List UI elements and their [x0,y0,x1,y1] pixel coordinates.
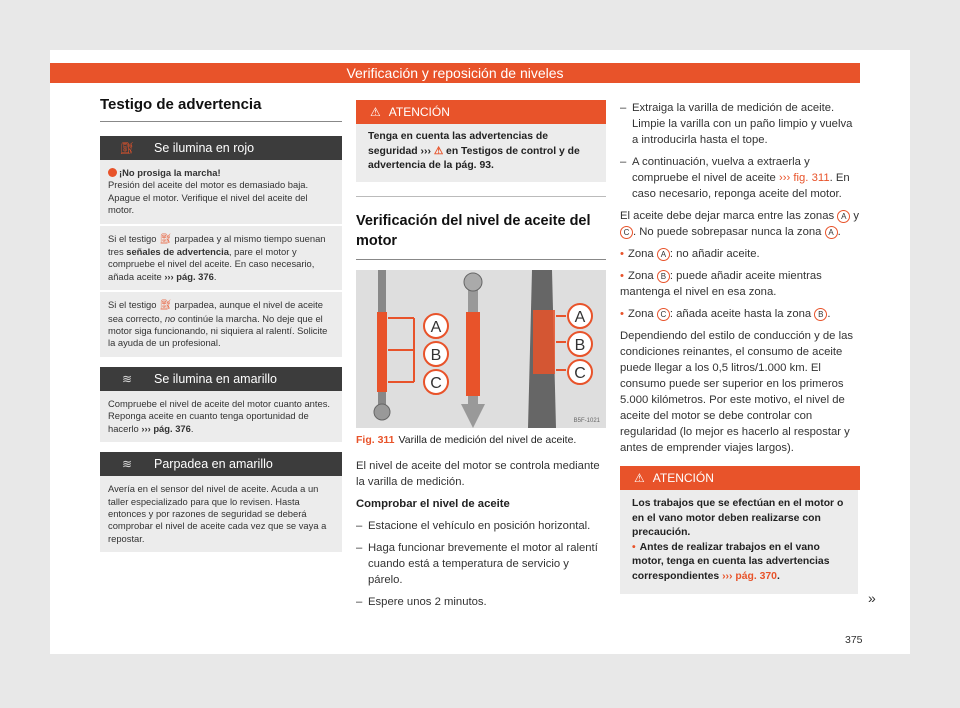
oil-can-icon: ⛽︎ [119,141,135,155]
yellow-blink-bar: ≋ Parpadea en amarillo [100,452,342,476]
warning-dot-icon [108,168,117,177]
label-c-right: C [574,364,586,382]
list-item: – A continuación, vuelva a extraerla y compruebe el nivel de aceite ››› fig. 311. En caso necesario, reponga aceite del motor. [620,156,850,200]
warning-triangle-icon: ⚠ [433,145,444,157]
yellow-box-2: Avería en el sensor del nivel de aceite. Acuda a un taller especializado para que lo revisen. Hasta entonces y por razones de seguridad se deberá comprobar el nivel de aceite cada vez que se vaya a repostar. [100,476,342,552]
right-column [620,100,860,594]
oil-level-icon: ≋ [121,457,133,472]
label-b-right: B [574,336,586,354]
page-number: 375 [845,634,863,646]
list-item: – Estacione el vehículo en posición horizontal. [356,519,591,532]
zone-label: A [825,226,838,239]
section-heading: Verificación del nivel de aceite del motor [356,196,606,251]
section-title: Testigo de advertencia [100,96,342,122]
oil-level-icon: ≋ [121,371,133,386]
red-box-1: ¡No prosiga la marcha! Presión del aceite del motor es demasiado baja. Apague el motor. Verifique el nivel del aceite del motor. [100,160,342,224]
red-indicator-bar: ⛽︎ Se ilumina en rojo [100,136,342,160]
chapter-header: Verificación y reposición de niveles [50,63,860,83]
warning-header: ⚠ ATENCIÓN [356,100,606,124]
zone-label: C [620,226,633,239]
warning-triangle-icon: ⚠ [634,471,645,485]
yellow-indicator-bar: ≋ Se ilumina en amarillo [100,367,342,391]
label-a-right: A [574,308,586,326]
oil-can-icon: ⛽︎ [159,300,172,312]
list-item: – Espere unos 2 minutos. [356,595,487,608]
label-a-left: A [430,318,442,336]
list-item: – Extraiga la varilla de medición de aceite. Limpie la varilla con un paño limpio y vuelva a introducirla hasta el tope. [620,102,853,146]
label-c-left: C [430,374,442,392]
dipstick-figure [356,270,606,428]
consumption-paragraph: Dependiendo del estilo de conducción y de las condiciones reinantes, el consumo de aceite puede llegar a los 0,5 litros/1.000 km. El consumo puede ser superior en los primeros 5.000 kilómetros. Por este motivo, el nivel de aceite del motor se debe controlar con regularidad (lo mejor es hacerlo al respostar y antes de emprender viajes largos). [620,330,854,454]
warning-body: Los trabajos que se efectúan en el motor o en el vano motor deben realizarse con precaución. • Antes de realizar trabajos en el vano motor, tenga en cuenta las advertencias correspondientes ››› pág. 370. [620,490,858,594]
list-item: • Zona C : añada aceite hasta la zona B . [620,308,831,320]
warning-body: Tenga en cuenta las advertencias de seguridad ››› ⚠ en Testigos de control y de advertencia de la pág. 93. [356,124,606,182]
zone-label: A [837,210,850,223]
red-box-3: Si el testigo ⛽︎ parpadea, aunque el nivel de aceite sea correcto, no continúe la marcha. No deje que el motor siga funcionando, ni siquiera al ralentí. Solicite la ayuda de un profesional. [100,292,342,357]
middle-body: El nivel de aceite del motor se controla mediante la varilla de medición. Comprobar el nivel de aceite – Estacione el vehículo en posición horizontal. – Haga funcionar brevemente el motor al ralentí cuando está a temperatura de servicio y párelo. – Espere unos 2 minutos. [356,458,606,610]
label-b-left: B [430,346,442,364]
figure-code: B5F-1021 [573,417,600,424]
marks-paragraph: El aceite debe dejar marca entre las zonas A y C . No puede sobrepasar nunca la zona A . [620,210,860,238]
warning-header: ⚠ ATENCIÓN [620,466,860,490]
yellow-box-1: Compruebe el nivel de aceite del motor cuanto antes. Reponga aceite en cuanto tenga oportunidad de hacerlo ››› pág. 376. [100,391,342,442]
left-column [100,96,342,552]
oil-can-icon: ⛽︎ [159,233,172,245]
figure-caption: Fig. 311 Varilla de medición del nivel de aceite. [356,433,577,446]
list-item: – Haga funcionar brevemente el motor al ralentí cuando está a temperatura de servicio y párelo. [356,541,598,586]
list-item: • Zona A : no añadir aceite. [620,248,760,260]
list-item: • Zona B : puede añadir aceite mientras mantenga el nivel en esa zona. [620,270,822,298]
red-box-2: Si el testigo ⛽︎ parpadea y al mismo tiempo suenan tres señales de advertencia, pare el motor y compruebe el nivel del aceite. En caso necesario, añada aceite ››› pág. 376. [100,226,342,291]
warning-triangle-icon: ⚠ [370,105,381,119]
continue-marker: » [868,590,876,606]
middle-column [356,100,606,616]
